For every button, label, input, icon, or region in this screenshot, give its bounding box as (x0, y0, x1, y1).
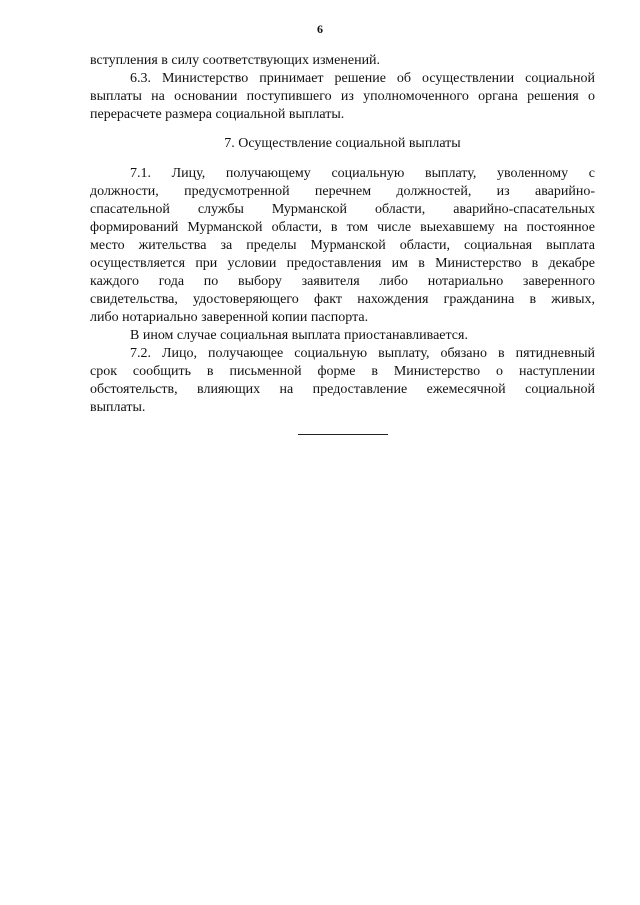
page-number: 6 (317, 22, 323, 36)
text-line: В ином случае социальная выплата приостанавливается. (130, 328, 468, 343)
text-line: осуществляется при условии предоставления им в Министерство в декабре (90, 256, 595, 271)
text-line: место жительства за пределы Мурманской области, социальная выплата (90, 238, 595, 253)
text-line: срок сообщить в письменной форме в Министерство о наступлении (90, 364, 595, 379)
end-rule (298, 434, 388, 435)
text-line: 6.3. Министерство принимает решение об осуществлении социальной (130, 71, 595, 86)
text-line: выплаты на основании поступившего из уполномоченного органа решения о (90, 89, 595, 104)
text-line: формирований Мурманской области, в том числе выехавшему на постоянное (90, 220, 595, 235)
text-line: 7.1. Лицу, получающему социальную выплату, уволенному с (130, 166, 595, 181)
text-line: обстоятельств, влияющих на предоставление ежемесячной социальной (90, 382, 595, 397)
document-body (90, 52, 595, 417)
text-line: выплаты. (90, 400, 146, 415)
text-line: должности, предусмотренной перечнем должностей, из аварийно- (90, 184, 595, 199)
text-line: спасательной службы Мурманской области, аварийно-спасательных (90, 202, 595, 217)
section-heading: 7. Осуществление социальной выплаты (224, 136, 461, 151)
text-line: перерасчете размера социальной выплаты. (90, 107, 345, 122)
text-line: вступления в силу соответствующих изменений. (90, 53, 381, 68)
text-line: 7.2. Лицо, получающее социальную выплату, обязано в пятидневный (130, 346, 595, 361)
text-line: каждого года по выбору заявителя либо нотариально заверенного (90, 274, 595, 289)
text-line: либо нотариально заверенной копии паспорта. (90, 310, 369, 325)
text-line: свидетельства, удостоверяющего факт нахождения гражданина в живых, (90, 292, 595, 307)
